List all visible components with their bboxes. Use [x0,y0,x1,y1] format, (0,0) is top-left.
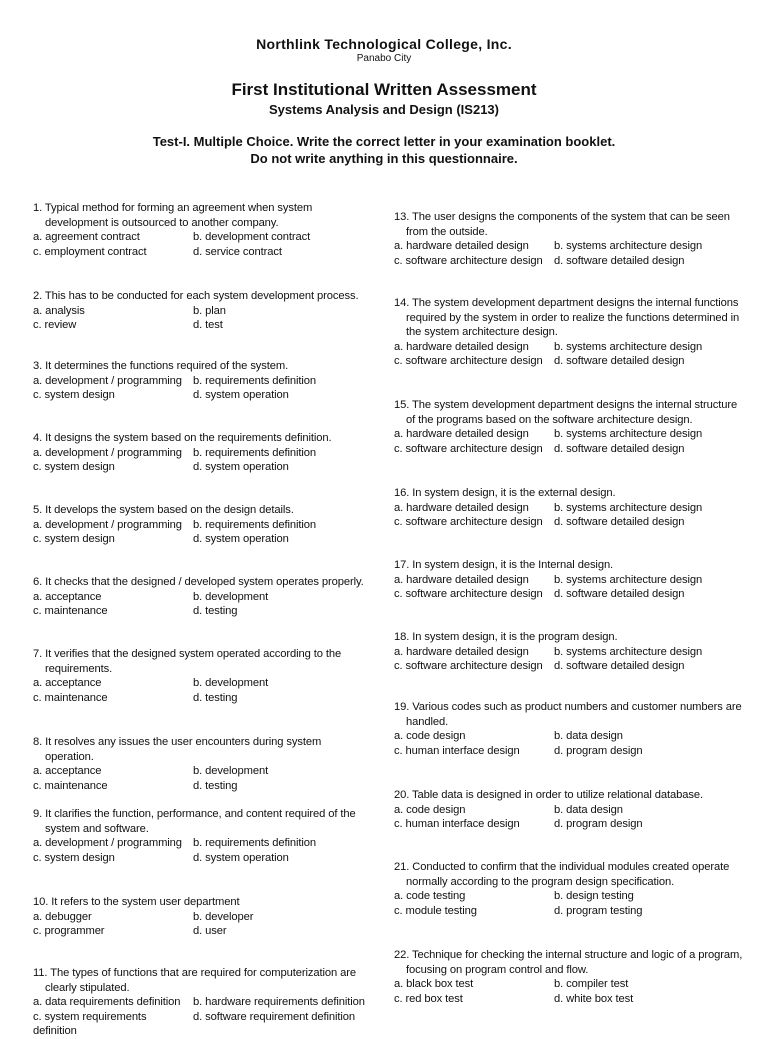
answer-option: c. maintenance [33,691,108,704]
answer-option: c. system design [33,851,115,864]
answer-option: d. system operation [193,851,289,864]
answer-option: a. acceptance [33,765,102,777]
answer-options [394,340,744,369]
answer-options [33,836,368,865]
question-text: 2. This has to be conducted for each system development process. [33,290,359,302]
answer-option: c. review [33,319,77,331]
answer-options [394,977,744,1006]
answer-option: a. analysis [33,304,85,317]
answer-option: a. black box test [394,978,474,990]
answer-options [33,764,368,793]
answer-option: d. user [193,925,227,937]
answer-option: a. code design [394,803,466,816]
question-item [33,895,368,939]
answer-option: a. hardware detailed design [394,573,529,586]
answer-option: d. service contract [193,245,282,258]
answer-option: d. software detailed design [554,516,685,528]
exam-title: First Institutional Written Assessment [231,80,537,99]
answer-option: c. software architecture design [394,355,543,367]
question-text: 11. The types of functions that are required for computerization are clearly stipulated. [33,967,357,994]
answer-option: d. white box test [554,992,634,1005]
answer-option: d. testing [193,605,238,617]
question-item [394,398,744,456]
answer-options [33,374,368,403]
answer-option: c. software architecture design [394,588,543,600]
answer-option: a. agreement contract [33,231,140,243]
answer-option: a. development / programming [33,374,182,387]
answer-option: d. software detailed design [554,660,685,672]
answer-options [394,239,744,268]
answer-option: c. software architecture design [394,516,543,528]
question-text: 14. The system development department designs the internal functions required by the system in order to realize the functions determined in the system architecture design. [394,297,740,338]
answer-options [394,573,744,602]
course-subtitle: Systems Analysis and Design (IS213) [268,102,499,117]
answer-options [394,645,744,674]
answer-options [33,518,368,547]
question-item [33,201,368,259]
question-text: 16. In system design, it is the external design. [394,487,616,499]
question-item [33,289,368,333]
answer-option: c. system design [33,533,115,545]
question-text: 17. In system design, it is the Internal design. [394,559,614,571]
answer-option: b. systems architecture design [554,573,703,586]
answer-option: c. programmer [33,925,105,937]
answer-option: d. program testing [554,904,643,917]
answer-option: d. software requirement definition [193,1010,356,1023]
answer-options [394,501,744,530]
answer-option: b. systems architecture design [554,428,703,440]
answer-options [394,889,744,918]
question-text: 4. It designs the system based on the requirements definition. [33,432,332,444]
answer-option: b. requirements definition [193,837,317,849]
answer-option: a. hardware detailed design [394,240,529,252]
answer-option: a. code testing [394,890,466,902]
question-text: 6. It checks that the designed / developed system operates properly. [33,576,364,588]
question-text: 5. It develops the system based on the design details. [33,504,294,516]
question-item [33,966,368,1039]
answer-option: d. software detailed design [554,355,685,367]
question-text: 10. It refers to the system user department [33,896,240,908]
question-text: 18. In system design, it is the program design. [394,631,618,643]
answer-option: a. acceptance [33,677,102,689]
answer-option: b. design testing [554,890,634,902]
answer-options [33,676,368,705]
answer-option: b. development [193,765,269,777]
answer-option: d. software detailed design [554,442,685,455]
answer-option: a. development / programming [33,518,182,531]
question-text: 15. The system development department designs the internal structure of the programs based on the software architecture design. [394,399,738,426]
question-item [33,735,368,793]
answer-option: b. compiler test [554,978,629,990]
answer-options [33,446,368,475]
answer-option: d. system operation [193,389,289,401]
question-text: 8. It resolves any issues the user encounters during system operation. [33,736,322,763]
question-item [33,647,368,705]
answer-option: b. requirements definition [193,374,317,387]
question-item [394,788,744,832]
question-item [394,210,744,268]
answer-option: b. requirements definition [193,518,317,531]
answer-option: d. program design [554,744,643,757]
answer-option: c. employment contract [33,245,147,258]
answer-option: b. development [193,590,269,603]
answer-option: b. data design [554,803,623,816]
answer-option: c. human interface design [394,744,520,757]
answer-option: b. hardware requirements definition [193,996,365,1008]
answer-option: c. system design [33,389,115,401]
answer-option: c. maintenance [33,779,108,792]
question-item [394,296,744,369]
question-text: 13. The user designs the components of the system that can be seen from the outside. [394,211,730,238]
answer-option: c. software architecture design [394,442,543,455]
question-item [33,431,368,475]
answer-option: d. software detailed design [554,588,685,600]
answer-option: d. system operation [193,461,289,473]
question-text: 1. Typical method for forming an agreement when system development is outsourced to another company. [33,202,313,229]
answer-option: b. development contract [193,231,311,243]
answer-option: b. systems architecture design [554,240,703,252]
question-item [394,948,744,1006]
answer-option: a. hardware detailed design [394,645,529,658]
answer-option: b. systems architecture design [554,501,703,514]
question-text: 22. Technique for checking the internal structure and logic of a program, focusing on program control and flow. [394,949,743,976]
question-item [394,486,744,530]
answer-option: c. software architecture design [394,660,543,672]
question-item [394,860,744,918]
answer-option: c. system requirements definition [33,1010,147,1037]
answer-option: d. testing [193,691,238,704]
answer-options [394,729,744,758]
question-item [33,359,368,403]
answer-option: a. code design [394,730,466,742]
question-item [33,575,368,619]
answer-option: c. red box test [394,992,463,1005]
answer-option: a. development / programming [33,837,182,849]
answer-options [394,803,744,832]
answer-option: d. program design [554,818,643,830]
college-name: Northlink Technological College, Inc. [256,36,512,52]
answer-options [33,995,368,1039]
answer-option: a. development / programming [33,446,182,459]
answer-option: d. software detailed design [554,254,685,267]
answer-option: b. development [193,677,269,689]
answer-option: a. hardware detailed design [394,340,529,353]
instruction-line-1: Test-I. Multiple Choice. Write the correct letter in your examination booklet. [152,134,616,149]
question-text: 19. Various codes such as product numbers and customer numbers are handled. [394,701,742,728]
answer-option: a. debugger [33,910,92,923]
question-item [33,807,368,865]
answer-option: b. systems architecture design [554,340,703,353]
question-text: 20. Table data is designed in order to utilize relational database. [394,789,704,801]
answer-option: b. systems architecture design [554,645,703,658]
college-city: Panabo City [356,53,412,64]
answer-option: c. maintenance [33,605,108,617]
answer-option: d. system operation [193,533,289,545]
question-text: 7. It verifies that the designed system operated according to the requirements. [33,648,342,675]
question-item [33,503,368,547]
answer-option: c. system design [33,461,115,473]
answer-option: b. developer [193,910,254,923]
answer-option: d. testing [193,779,238,792]
answer-option: a. hardware detailed design [394,428,529,440]
answer-options [33,230,368,259]
answer-options [33,590,368,619]
question-item [394,700,744,758]
answer-option: d. test [193,319,223,331]
question-item [394,630,744,674]
answer-option: b. requirements definition [193,446,317,459]
question-text: 3. It determines the functions required of the system. [33,360,289,372]
question-item [394,558,744,602]
question-text: 21. Conducted to confirm that the individual modules created operate normally according to the program design specification. [394,861,730,888]
answer-option: a. data requirements definition [33,996,181,1008]
answer-option: b. plan [193,304,226,317]
question-text: 9. It clarifies the function, performance, and content required of the system and software. [33,808,356,835]
answer-options [33,910,368,939]
instruction-line-2: Do not write anything in this questionnaire. [250,151,518,166]
answer-option: a. acceptance [33,590,102,603]
answer-option: c. module testing [394,904,477,917]
answer-options [33,304,368,333]
answer-option: a. hardware detailed design [394,501,529,514]
answer-option: c. software architecture design [394,254,543,267]
answer-option: b. data design [554,730,623,742]
answer-option: c. human interface design [394,818,520,830]
answer-options [394,427,744,456]
